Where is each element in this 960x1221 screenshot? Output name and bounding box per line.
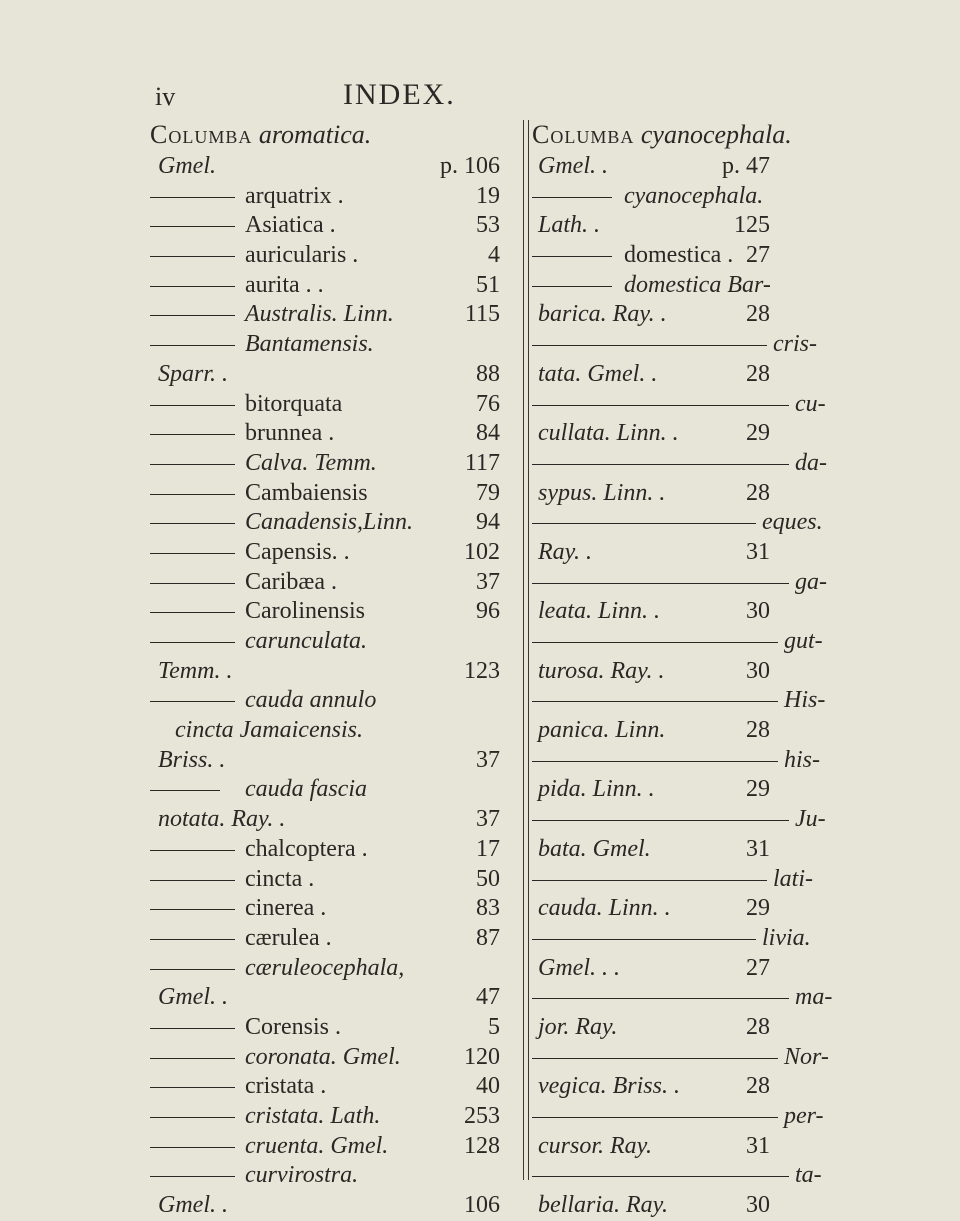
page-reference: 120 [464, 1043, 500, 1070]
index-entry [532, 746, 960, 776]
page-reference: 47 [476, 984, 500, 1011]
page-reference: 94 [476, 509, 500, 536]
index-entry [532, 1013, 960, 1043]
ditto-dash [532, 820, 789, 821]
index-entry [532, 300, 960, 330]
ditto-dash [150, 1028, 235, 1029]
page-reference: 30 [746, 1192, 770, 1219]
left-heading-species: aromatica. [258, 120, 372, 149]
index-entry [532, 924, 960, 954]
ditto-dash [150, 1117, 235, 1118]
ditto-dash [150, 405, 235, 406]
page-reference: 115 [464, 301, 500, 328]
right-heading-species: cyanocephala. [640, 120, 792, 149]
entry-name: Caribæa . [245, 568, 337, 595]
entry-name: cyanocephala. [624, 182, 764, 209]
entry-name: Gmel. . [538, 153, 608, 179]
entry-name: tata. Gmel. . [538, 360, 658, 387]
entry-name: cruenta. Gmel. [245, 1132, 389, 1159]
page-reference: 19 [476, 182, 500, 209]
page-reference: 31 [746, 835, 770, 862]
entry-name: ta- [795, 1162, 822, 1189]
index-entry [150, 716, 520, 746]
index-entry [532, 479, 960, 509]
page-reference: 253 [464, 1103, 500, 1129]
page-reference: 40 [476, 1073, 500, 1100]
ditto-dash [150, 553, 235, 554]
ditto-dash [150, 197, 235, 198]
index-entry [150, 449, 520, 479]
index-entry [532, 360, 960, 390]
index-entry [150, 241, 520, 271]
page-reference: 30 [746, 598, 770, 625]
entry-name: Temm. . [158, 657, 233, 684]
index-entry [150, 627, 520, 657]
index-entry [532, 894, 960, 924]
page-reference: 79 [476, 479, 500, 506]
index-entry [150, 152, 520, 182]
entry-name: Sparr. . [158, 360, 229, 387]
ditto-dash [532, 256, 612, 257]
index-entry [532, 568, 960, 598]
ditto-dash [150, 1176, 235, 1177]
entry-name: curvirostra. [245, 1162, 359, 1189]
right-column-heading [532, 118, 960, 152]
ditto-dash [150, 909, 235, 910]
entry-name: Nor- [784, 1043, 829, 1070]
ditto-dash [150, 1147, 235, 1148]
ditto-dash [532, 1058, 778, 1059]
page-reference: 125 [734, 212, 770, 239]
entry-name: Calva. Temm. [245, 449, 377, 476]
entry-name: cincta . [245, 865, 315, 892]
index-entry [150, 657, 520, 687]
index-entry [150, 1102, 520, 1132]
page-reference: 37 [476, 746, 500, 773]
index-entry [532, 1161, 960, 1191]
ditto-dash [150, 434, 235, 435]
index-entry [150, 330, 520, 360]
entry-name: cincta Jamaicensis. [175, 717, 363, 744]
index-entry [150, 390, 520, 420]
entry-name: Cambaiensis [245, 479, 368, 506]
index-entry [150, 1132, 520, 1162]
index-entry [150, 597, 520, 627]
ditto-dash [532, 701, 778, 702]
ditto-dash [150, 880, 235, 881]
index-entry [532, 508, 960, 538]
index-entry [150, 686, 520, 716]
entry-name: brunnea . [245, 420, 335, 447]
ditto-dash [532, 1117, 778, 1118]
entry-name: cinerea . [245, 895, 327, 922]
right-entry-list [532, 152, 960, 1221]
index-entry [532, 627, 960, 657]
index-entry [532, 805, 960, 835]
index-entry [150, 508, 520, 538]
index-entry [150, 1161, 520, 1191]
left-column-heading [150, 118, 520, 152]
ditto-dash [150, 583, 235, 584]
entry-name: auricularis . [245, 242, 359, 269]
page-reference: 29 [746, 895, 770, 922]
index-entry [532, 182, 960, 212]
index-entry [150, 983, 520, 1013]
ditto-dash [532, 583, 789, 584]
entry-name: jor. Ray. [538, 1013, 618, 1040]
entry-name: turosa. Ray. . [538, 657, 665, 684]
page-reference: 4 [488, 242, 500, 269]
entry-name: ga- [795, 568, 827, 595]
entry-name: Gmel. . [158, 1192, 228, 1219]
page-reference: 28 [746, 717, 770, 744]
index-entry [150, 865, 520, 895]
entry-name: his- [784, 746, 820, 773]
ditto-dash [150, 642, 235, 643]
page-reference: 88 [476, 360, 500, 387]
entry-name: Gmel. . . [538, 954, 620, 981]
entry-name: Gmel. [158, 153, 216, 179]
entry-name: leata. Linn. . [538, 598, 661, 625]
ditto-dash [532, 197, 612, 198]
index-entry [150, 479, 520, 509]
index-entry [532, 152, 960, 182]
index-entry [150, 211, 520, 241]
entry-name: cauda fascia [245, 776, 367, 803]
entry-name: cæruleocephala, [245, 954, 405, 981]
ditto-dash [150, 939, 235, 940]
page-reference: 37 [476, 806, 500, 833]
index-entry [532, 538, 960, 568]
entry-name: eques. [762, 509, 823, 536]
entry-name: bitorquata [245, 390, 343, 417]
index-entry [150, 1043, 520, 1073]
entry-name: cris- [773, 331, 817, 358]
index-entry [532, 1132, 960, 1162]
index-entry [532, 390, 960, 420]
ditto-dash [150, 523, 235, 524]
page-reference: 106 [464, 1192, 500, 1219]
index-entry [150, 775, 520, 805]
page-reference: 50 [476, 865, 500, 892]
ditto-dash [150, 1058, 235, 1059]
index-entry [532, 330, 960, 360]
index-entry [150, 746, 520, 776]
index-entry [532, 954, 960, 984]
entry-name: His- [784, 687, 826, 714]
index-entry [532, 241, 960, 271]
entry-name: notata. Ray. . [158, 806, 286, 833]
page-reference: 84 [476, 420, 500, 447]
page-reference: 83 [476, 895, 500, 922]
index-entry [532, 716, 960, 746]
index-entry [532, 1191, 960, 1221]
entry-name: Asiatica . [245, 212, 336, 239]
entry-name: arquatrix . [245, 182, 344, 209]
index-entry [150, 805, 520, 835]
page-reference: 27 [746, 242, 770, 269]
page-reference: p. 106 [440, 153, 500, 179]
index-entry [532, 983, 960, 1013]
page-reference: 123 [464, 657, 500, 684]
ditto-dash [150, 1087, 235, 1088]
entry-name: bellaria. Ray. [538, 1192, 668, 1219]
page-reference: 102 [464, 538, 500, 565]
index-entry [532, 775, 960, 805]
index-entry [532, 835, 960, 865]
entry-name: cauda annulo [245, 687, 377, 714]
index-entry [532, 419, 960, 449]
left-heading-genus: Columba [150, 120, 253, 149]
left-column [150, 118, 520, 1221]
ditto-dash [532, 880, 767, 881]
entry-name: barica. Ray. . [538, 301, 667, 328]
entry-name: Corensis . [245, 1013, 341, 1040]
ditto-dash [532, 642, 778, 643]
entry-name: Capensis. . [245, 538, 350, 565]
entry-name: cu- [795, 390, 826, 417]
index-entry [532, 1072, 960, 1102]
index-entry [532, 657, 960, 687]
ditto-dash [532, 345, 767, 346]
index-entry [150, 835, 520, 865]
index-entry [532, 1102, 960, 1132]
page-reference: 53 [476, 212, 500, 239]
entry-name: cullata. Linn. . [538, 420, 679, 447]
index-entry [150, 300, 520, 330]
ditto-dash [150, 345, 235, 346]
entry-name: vegica. Briss. . [538, 1073, 680, 1100]
index-entry [150, 1013, 520, 1043]
page-reference: 5 [488, 1013, 500, 1040]
page-reference: 96 [476, 598, 500, 625]
page-reference: 87 [476, 924, 500, 951]
page-reference: 17 [476, 835, 500, 862]
entry-name: cærulea . [245, 924, 332, 951]
ditto-dash [532, 761, 778, 762]
index-entry [532, 211, 960, 241]
entry-name: chalcoptera . [245, 835, 368, 862]
ditto-dash [150, 464, 235, 465]
ditto-dash [150, 256, 235, 257]
entry-name: sypus. Linn. . [538, 479, 666, 506]
entry-name: cristata. Lath. [245, 1103, 381, 1129]
ditto-dash [150, 494, 235, 495]
ditto-dash [532, 523, 756, 524]
right-heading-genus: Columba [532, 120, 635, 149]
entry-name: bata. Gmel. [538, 835, 651, 862]
index-entry [150, 954, 520, 984]
ditto-dash [150, 315, 235, 316]
ditto-dash [150, 612, 235, 613]
entry-name: Gmel. . [158, 984, 228, 1011]
ditto-dash [532, 405, 789, 406]
entry-name: lati- [773, 865, 813, 892]
entry-name: livia. [762, 924, 811, 951]
page-reference: 27 [746, 954, 770, 981]
index-entry [532, 449, 960, 479]
page-reference: 28 [746, 360, 770, 387]
entry-name: Bantamensis. [245, 331, 374, 358]
page-reference: 29 [746, 776, 770, 803]
entry-name: gut- [784, 628, 823, 654]
right-column [532, 118, 960, 1221]
entry-name: aurita . . [245, 271, 324, 298]
page-reference: 117 [464, 449, 500, 476]
ditto-dash [532, 1176, 789, 1177]
entry-name: Briss. . [158, 746, 226, 773]
page-reference: p. 47 [722, 153, 770, 179]
entry-name: cursor. Ray. [538, 1132, 652, 1159]
ditto-dash [150, 969, 235, 970]
index-entry [150, 1072, 520, 1102]
index-entry [150, 360, 520, 390]
entry-name: Carolinensis [245, 598, 365, 625]
page-reference: 51 [476, 271, 500, 298]
ditto-dash [150, 286, 235, 287]
page-reference: 28 [746, 1013, 770, 1040]
page-number: iv [155, 82, 176, 111]
ditto-dash [532, 998, 789, 999]
ditto-dash [532, 939, 756, 940]
entry-name: Australis. Linn. [245, 301, 394, 328]
column-rule-left [523, 120, 524, 1180]
ditto-dash [150, 850, 235, 851]
running-head: INDEX. [343, 78, 456, 111]
index-entry [532, 1043, 960, 1073]
index-entry [532, 271, 960, 301]
page-reference: 28 [746, 479, 770, 506]
index-entry [150, 182, 520, 212]
entry-name: panica. Linn. [538, 717, 666, 744]
index-entry [150, 894, 520, 924]
page-reference: 28 [746, 301, 770, 328]
column-rule-right [528, 120, 529, 1180]
entry-name: per- [784, 1103, 824, 1129]
index-entry [150, 271, 520, 301]
page-reference: 31 [746, 1132, 770, 1159]
index-entry [532, 686, 960, 716]
page-reference: 29 [746, 420, 770, 447]
ditto-dash [150, 226, 235, 227]
entry-name: cristata . [245, 1073, 327, 1100]
index-entry [150, 1191, 520, 1221]
index-entry [150, 538, 520, 568]
page-reference: 76 [476, 390, 500, 417]
ditto-dash [532, 464, 789, 465]
entry-name: Canadensis,Linn. [245, 509, 414, 536]
entry-name: pida. Linn. . [538, 776, 655, 803]
index-entry [150, 924, 520, 954]
index-entry [532, 865, 960, 895]
entry-name: Lath. . [538, 212, 601, 239]
entry-name: domestica . [624, 242, 734, 269]
page-reference: 37 [476, 568, 500, 595]
index-entry [150, 568, 520, 598]
entry-name: da- [795, 449, 827, 476]
page-reference: 28 [746, 1073, 770, 1100]
entry-name: ma- [795, 984, 833, 1011]
ditto-dash [532, 286, 612, 287]
entry-name: cauda. Linn. . [538, 895, 671, 922]
page-reference: 128 [464, 1132, 500, 1159]
page-reference: 31 [746, 538, 770, 565]
index-entry [150, 419, 520, 449]
entry-name: coronata. Gmel. [245, 1043, 401, 1070]
ditto-dash [150, 701, 235, 702]
index-entry [532, 597, 960, 627]
entry-name: Ju- [795, 806, 826, 833]
page-reference: 30 [746, 657, 770, 684]
left-entry-list [150, 152, 520, 1221]
ditto-dash [150, 790, 220, 791]
entry-name: domestica Bar- [624, 271, 771, 298]
entry-name: Ray. . [538, 538, 592, 565]
entry-name: carunculata. [245, 628, 367, 654]
